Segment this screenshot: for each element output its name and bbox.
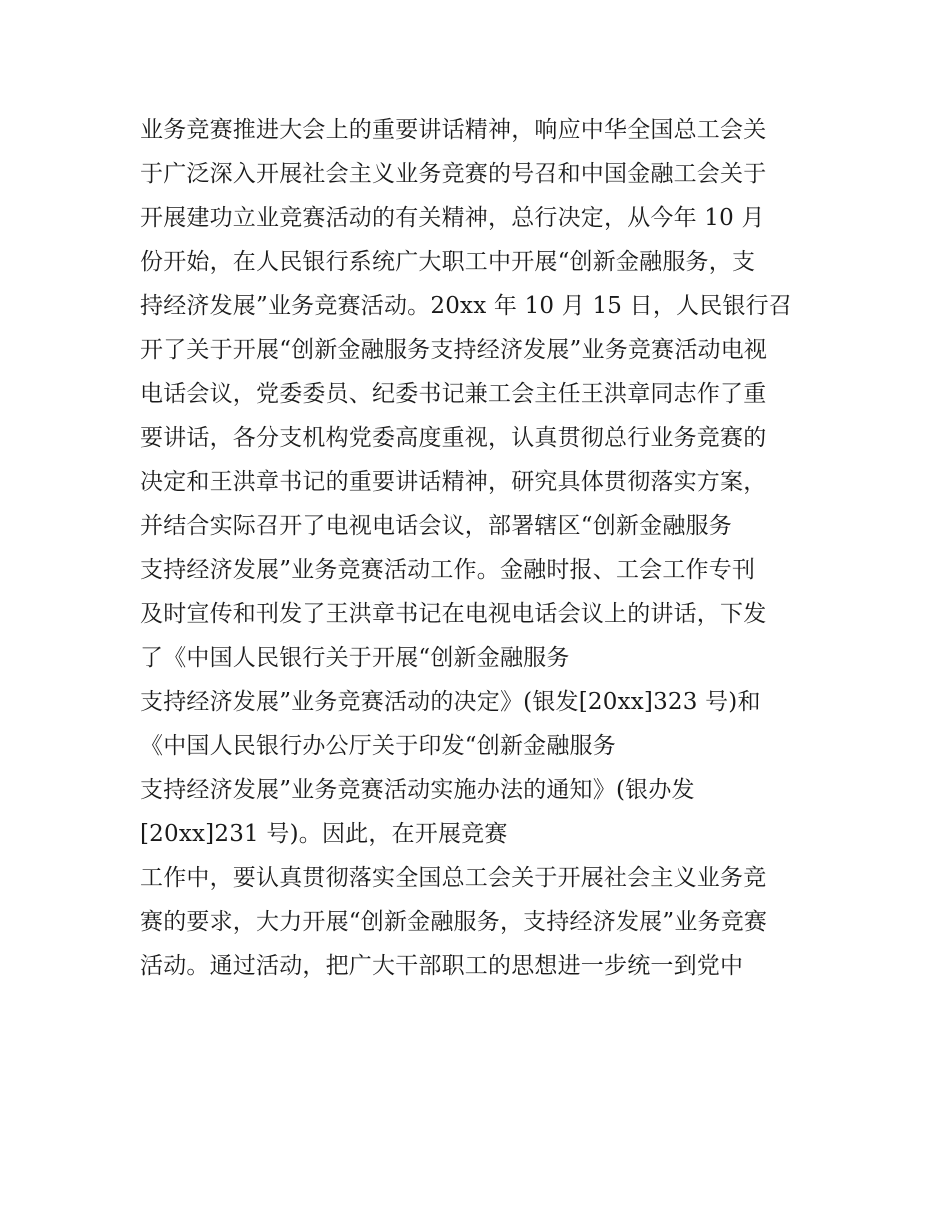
text-line: 并结合实际召开了电视电话会议，部署辖区“创新金融服务 [140,513,732,539]
text-line: 及时宣传和刊发了王洪章书记在电视电话会议上的讲话，下发 [140,601,767,627]
text-line: 工作中，要认真贯彻落实全国总工会关于开展社会主义业务竞 [140,865,767,891]
text-line: 了《中国人民银行关于开展“创新金融服务 [140,645,570,671]
text-line: 《中国人民银行办公厅关于印发“创新金融服务 [140,733,616,759]
body-text [140,108,830,988]
text-line: 支持经济发展”业务竞赛活动工作。金融时报、工会工作专刊 [140,557,756,583]
text-line: 业务竞赛推进大会上的重要讲话精神，响应中华全国总工会关 [140,117,767,143]
text-line: 电话会议，党委委员、纪委书记兼工会主任王洪章同志作了重 [140,381,767,407]
text-line: 持经济发展”业务竞赛活动。20xx 年 10 月 15 日，人民银行召 [140,293,793,319]
text-line: 份开始，在人民银行系统广大职工中开展“创新金融服务，支 [140,249,756,275]
text-line: 活动。通过活动，把广大干部职工的思想进一步统一到党中 [140,953,744,979]
text-line: 支持经济发展”业务竞赛活动的决定》(银发[20xx]323 号)和 [140,689,761,715]
text-line: [20xx]231 号)。因此，在开展竞赛 [140,821,508,847]
text-line: 于广泛深入开展社会主义业务竞赛的号召和中国金融工会关于 [140,161,767,187]
text-line: 支持经济发展”业务竞赛活动实施办法的通知》(银办发 [140,777,695,803]
text-line: 决定和王洪章书记的重要讲话精神，研究具体贯彻落实方案， [140,469,767,495]
text-line: 赛的要求，大力开展“创新金融服务，支持经济发展”业务竞赛 [140,909,768,935]
text-line: 要讲话，各分支机构党委高度重视，认真贯彻总行业务竞赛的 [140,425,767,451]
text-line: 开展建功立业竞赛活动的有关精神，总行决定，从今年 10 月 [140,205,765,231]
text-line: 开了关于开展“创新金融服务支持经济发展”业务竞赛活动电视 [140,337,768,363]
